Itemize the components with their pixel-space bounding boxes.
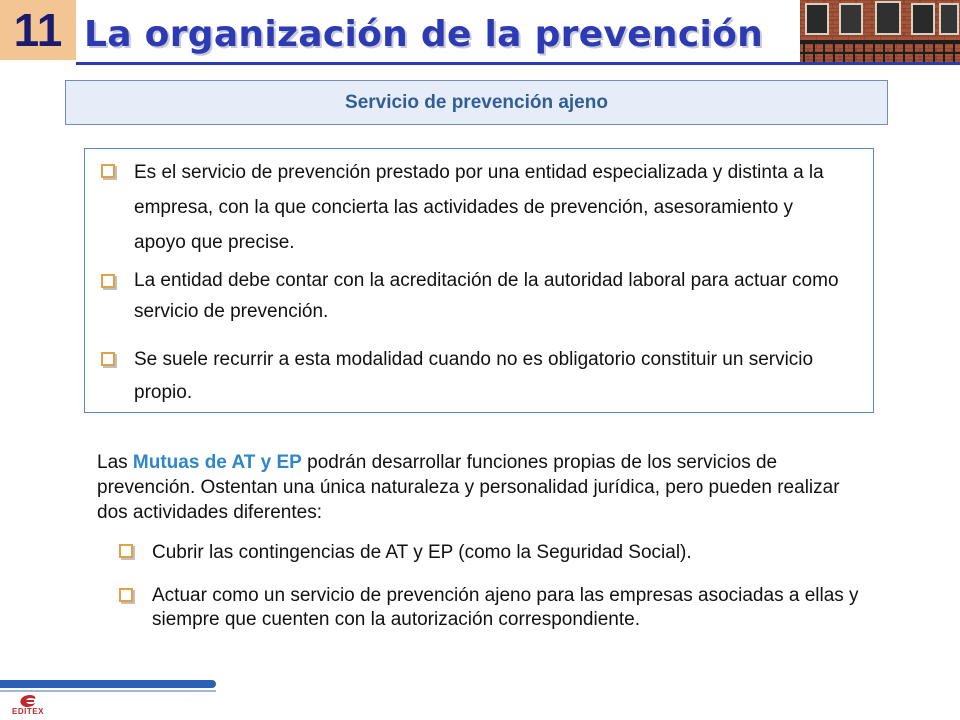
bullet-text: Actuar como un servicio de prevención ajeno para las empresas asociadas a ellas y siempre que cuenten con la autorización correspondiente. xyxy=(152,585,859,630)
bullet-text: Es el servicio de prevención prestado por una entidad especializada y distinta a la empresa, con la que concierta las actividades de prevención, asesoramiento y apoyo que precise. xyxy=(134,162,824,253)
mutuas-bullet xyxy=(119,540,859,566)
definition-bullet xyxy=(101,343,841,409)
editex-logo-icon xyxy=(4,692,52,708)
mutuas-rest: podrán desarrollar funciones propias de los servicios de prevención. Ostentan una única naturaleza y personalidad jurídica, pero pueden realizar dos actividades diferentes: xyxy=(97,452,840,523)
square-bullet-icon xyxy=(101,352,115,366)
bullet-text: Se suele recurrir a esta modalidad cuando no es obligatorio constituir un servicio propio. xyxy=(134,349,814,403)
square-bullet-icon xyxy=(119,588,133,602)
section-header-box xyxy=(65,80,888,125)
page-title: La organización de la prevención xyxy=(84,14,764,55)
editex-logo-text: EDITEX xyxy=(12,707,44,716)
bullet-text: Cubrir las contingencias de AT y EP (como la Seguridad Social). xyxy=(152,542,692,563)
mutuas-highlight: Mutuas de AT y EP xyxy=(132,452,302,473)
bullet-text: La entidad debe contar con la acreditación de la autoridad laboral para actuar como servicio de prevención. xyxy=(134,270,839,322)
title-underline xyxy=(76,62,960,65)
square-bullet-icon xyxy=(101,274,115,288)
section-title: Servicio de prevención ajeno xyxy=(345,92,608,113)
definition-bullet xyxy=(101,265,841,327)
mutuas-lead: Las xyxy=(97,452,133,473)
chapter-number: 11 xyxy=(0,0,76,60)
mutuas-bullet xyxy=(119,584,859,632)
editex-logo xyxy=(4,692,52,718)
building-photo xyxy=(800,0,960,62)
square-bullet-icon xyxy=(119,544,133,558)
definition-bullet xyxy=(101,155,841,260)
footer-bar xyxy=(0,680,216,688)
mutuas-paragraph xyxy=(97,450,857,525)
square-bullet-icon xyxy=(101,164,115,178)
